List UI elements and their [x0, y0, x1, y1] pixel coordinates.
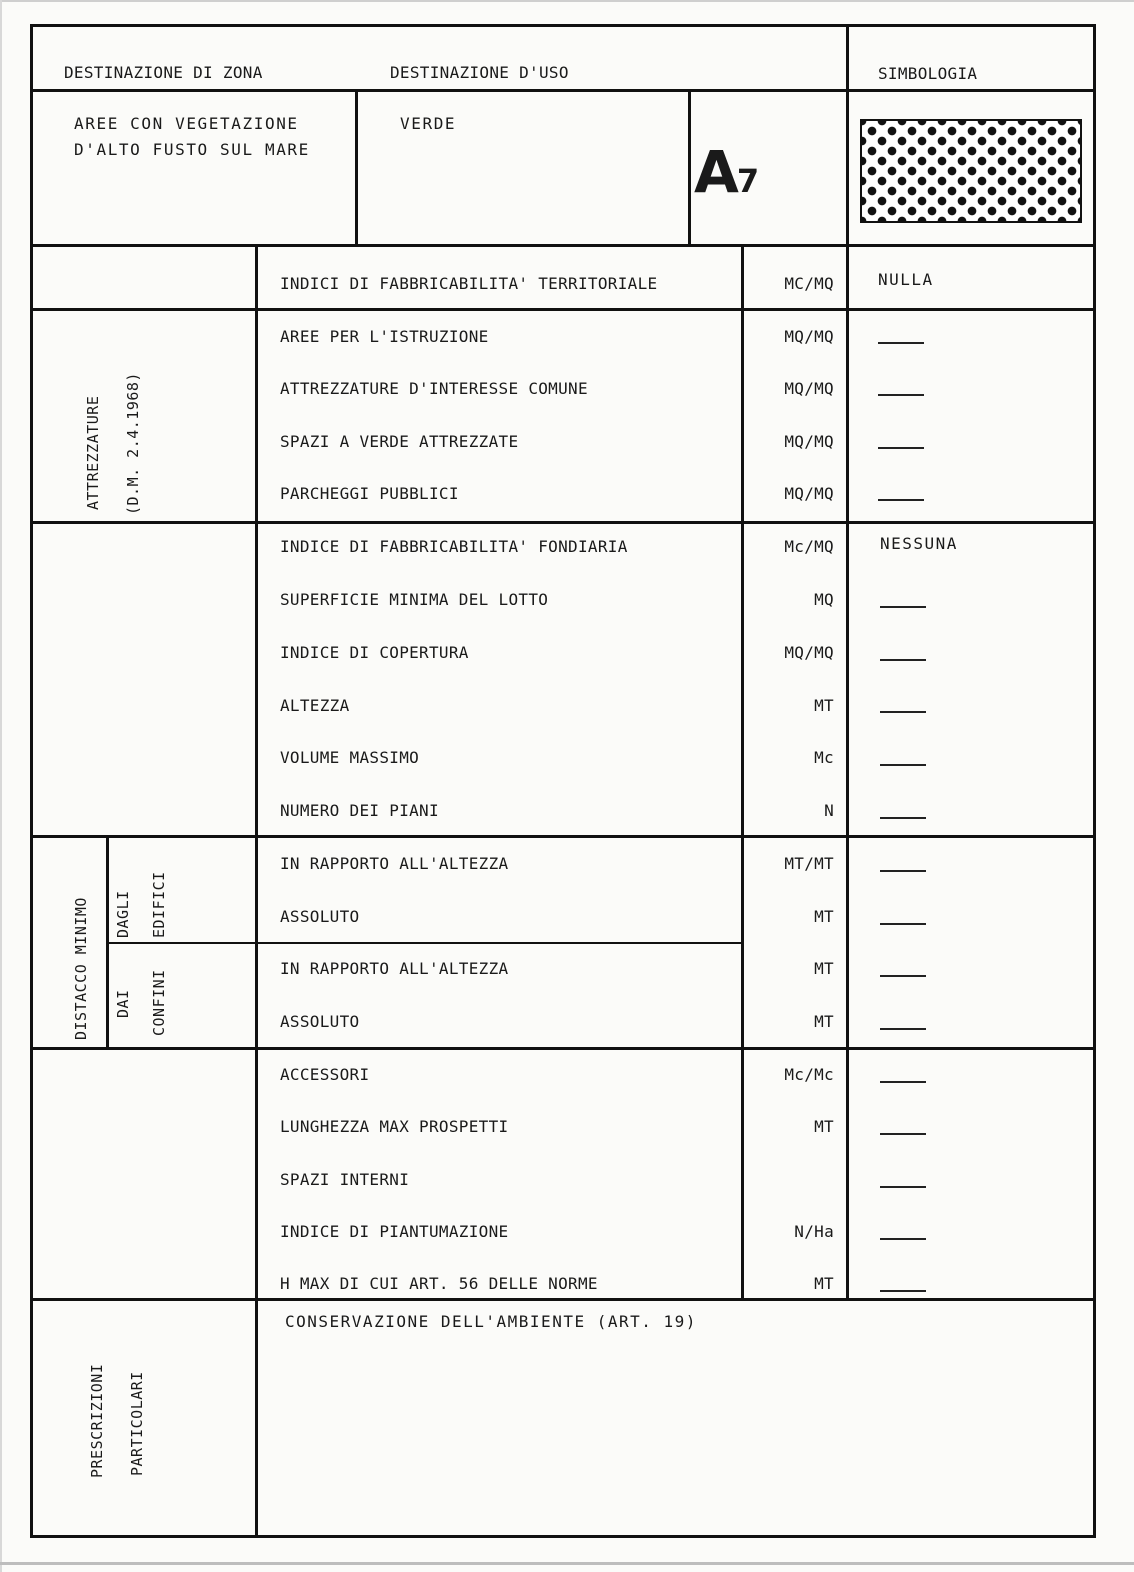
empty-value-dash: [880, 923, 926, 925]
attrezzature-row-label: SPAZI A VERDE ATTREZZATE: [280, 432, 519, 451]
distacco-row-unit: MT: [814, 959, 834, 978]
altri-row-unit: MT: [814, 1274, 834, 1293]
empty-value-dash: [880, 975, 926, 977]
empty-value-dash: [880, 659, 926, 661]
altri-row-unit: N/Ha: [794, 1222, 834, 1241]
rule-col-units: [741, 244, 744, 1298]
fondiaria-index-value: NESSUNA: [880, 534, 958, 553]
attrezzature-row-unit: MQ/MQ: [784, 484, 834, 503]
fondiaria-row-unit: N: [824, 801, 834, 820]
empty-value-dash: [878, 499, 924, 501]
zone-description-line2: D'ALTO FUSTO SUL MARE: [74, 140, 310, 159]
empty-value-dash: [880, 764, 926, 766]
page-edge-bottom: [0, 1562, 1134, 1565]
fondiaria-row-unit: MT: [814, 696, 834, 715]
attrezzature-row-label: ATTREZZATURE D'INTERESSE COMUNE: [280, 379, 588, 398]
fondiaria-row-label: SUPERFICIE MINIMA DEL LOTTO: [280, 590, 549, 609]
empty-value-dash: [880, 1290, 926, 1292]
rule-fondiaria: [30, 835, 1096, 838]
rule-distacco-subgroup: [106, 835, 109, 1047]
prescrizioni-title-line2: PARTICOLARI: [128, 1371, 146, 1476]
rule-col-labels: [255, 244, 258, 1538]
dotted-symbology-swatch: [860, 119, 1082, 223]
rule-altri: [30, 1298, 1096, 1301]
distacco-group-title: DISTACCO MINIMO: [72, 897, 90, 1040]
attrezzature-row-label: PARCHEGGI PUBBLICI: [280, 484, 459, 503]
attrezzature-row-unit: MQ/MQ: [784, 327, 834, 346]
attrezzature-row-unit: MQ/MQ: [784, 379, 834, 398]
altri-row-unit: Mc/Mc: [784, 1065, 834, 1084]
empty-value-dash: [880, 870, 926, 872]
distacco-row-label: IN RAPPORTO ALL'ALTEZZA: [280, 959, 509, 978]
distacco-row-unit: MT/MT: [784, 854, 834, 873]
distacco-row-unit: MT: [814, 1012, 834, 1031]
attrezzature-group-ref: (D.M. 2.4.1968): [124, 372, 142, 515]
rule-zone-desc: [355, 89, 358, 244]
fondiaria-row-label: VOLUME MASSIMO: [280, 748, 420, 767]
page-edge-top: [0, 0, 1134, 2]
empty-value-dash: [878, 342, 924, 344]
empty-value-dash: [880, 1081, 926, 1083]
fondiaria-row-label: INDICE DI COPERTURA: [280, 643, 469, 662]
empty-value-dash: [878, 394, 924, 396]
altri-row-label: SPAZI INTERNI: [280, 1170, 410, 1189]
rule-distacco-split: [108, 942, 744, 944]
rule-col-values: [846, 24, 849, 1298]
distacco-confini-line2: CONFINI: [150, 969, 168, 1036]
empty-value-dash: [878, 447, 924, 449]
altri-row-unit: MT: [814, 1117, 834, 1136]
empty-value-dash: [880, 606, 926, 608]
empty-value-dash: [880, 1133, 926, 1135]
header-zone-destination: DESTINAZIONE DI ZONA: [64, 63, 263, 82]
zone-use: VERDE: [400, 114, 457, 133]
territorial-index-label: INDICI DI FABBRICABILITA' TERRITORIALE: [280, 274, 658, 293]
fondiaria-row-unit: MQ/MQ: [784, 643, 834, 662]
fondiaria-row-unit: Mc: [814, 748, 834, 767]
attrezzature-row-label: AREE PER L'ISTRUZIONE: [280, 327, 489, 346]
fondiaria-row-label: ALTEZZA: [280, 696, 350, 715]
prescrizioni-text: CONSERVAZIONE DELL'AMBIENTE (ART. 19): [285, 1312, 697, 1331]
territorial-index-value: NULLA: [878, 270, 934, 289]
zone-description-line1: AREE CON VEGETAZIONE: [74, 114, 299, 133]
fondiaria-row-label: INDICE DI FABBRICABILITA' FONDIARIA: [280, 537, 628, 556]
empty-value-dash: [880, 1028, 926, 1030]
rule-attrezzature: [30, 521, 1096, 524]
empty-value-dash: [880, 1186, 926, 1188]
rule-header: [30, 89, 1096, 92]
empty-value-dash: [880, 711, 926, 713]
page-edge-left: [0, 0, 2, 1572]
altri-row-label: H MAX DI CUI ART. 56 DELLE NORME: [280, 1274, 598, 1293]
zone-code: [694, 138, 760, 206]
header-symbology: SIMBOLOGIA: [878, 64, 978, 83]
distacco-row-label: ASSOLUTO: [280, 1012, 360, 1031]
altri-row-label: ACCESSORI: [280, 1065, 370, 1084]
zone-code-number: 7: [736, 162, 760, 200]
distacco-edifici-line2: EDIFICI: [150, 871, 168, 938]
zoning-table-frame: [30, 24, 1096, 1538]
rule-zone: [30, 244, 1096, 247]
rule-zone-code: [688, 89, 691, 244]
altri-row-label: INDICE DI PIANTUMAZIONE: [280, 1222, 509, 1241]
fondiaria-row-unit: Mc/MQ: [784, 537, 834, 556]
distacco-row-label: ASSOLUTO: [280, 907, 360, 926]
header-use-destination: DESTINAZIONE D'USO: [390, 63, 569, 82]
zone-code-letter: A: [694, 138, 737, 206]
distacco-edifici-line1: DAGLI: [114, 890, 132, 938]
territorial-index-unit: MC/MQ: [784, 274, 834, 293]
prescrizioni-title-line1: PRESCRIZIONI: [88, 1363, 106, 1478]
fondiaria-row-unit: MQ: [814, 590, 834, 609]
rule-territorial: [30, 308, 1096, 311]
empty-value-dash: [880, 817, 926, 819]
fondiaria-row-label: NUMERO DEI PIANI: [280, 801, 439, 820]
distacco-row-label: IN RAPPORTO ALL'ALTEZZA: [280, 854, 509, 873]
empty-value-dash: [880, 1238, 926, 1240]
attrezzature-group-title: ATTREZZATURE: [84, 395, 102, 510]
attrezzature-row-unit: MQ/MQ: [784, 432, 834, 451]
distacco-row-unit: MT: [814, 907, 834, 926]
altri-row-label: LUNGHEZZA MAX PROSPETTI: [280, 1117, 509, 1136]
rule-distacco: [30, 1047, 1096, 1050]
distacco-confini-line1: DAI: [114, 989, 132, 1018]
